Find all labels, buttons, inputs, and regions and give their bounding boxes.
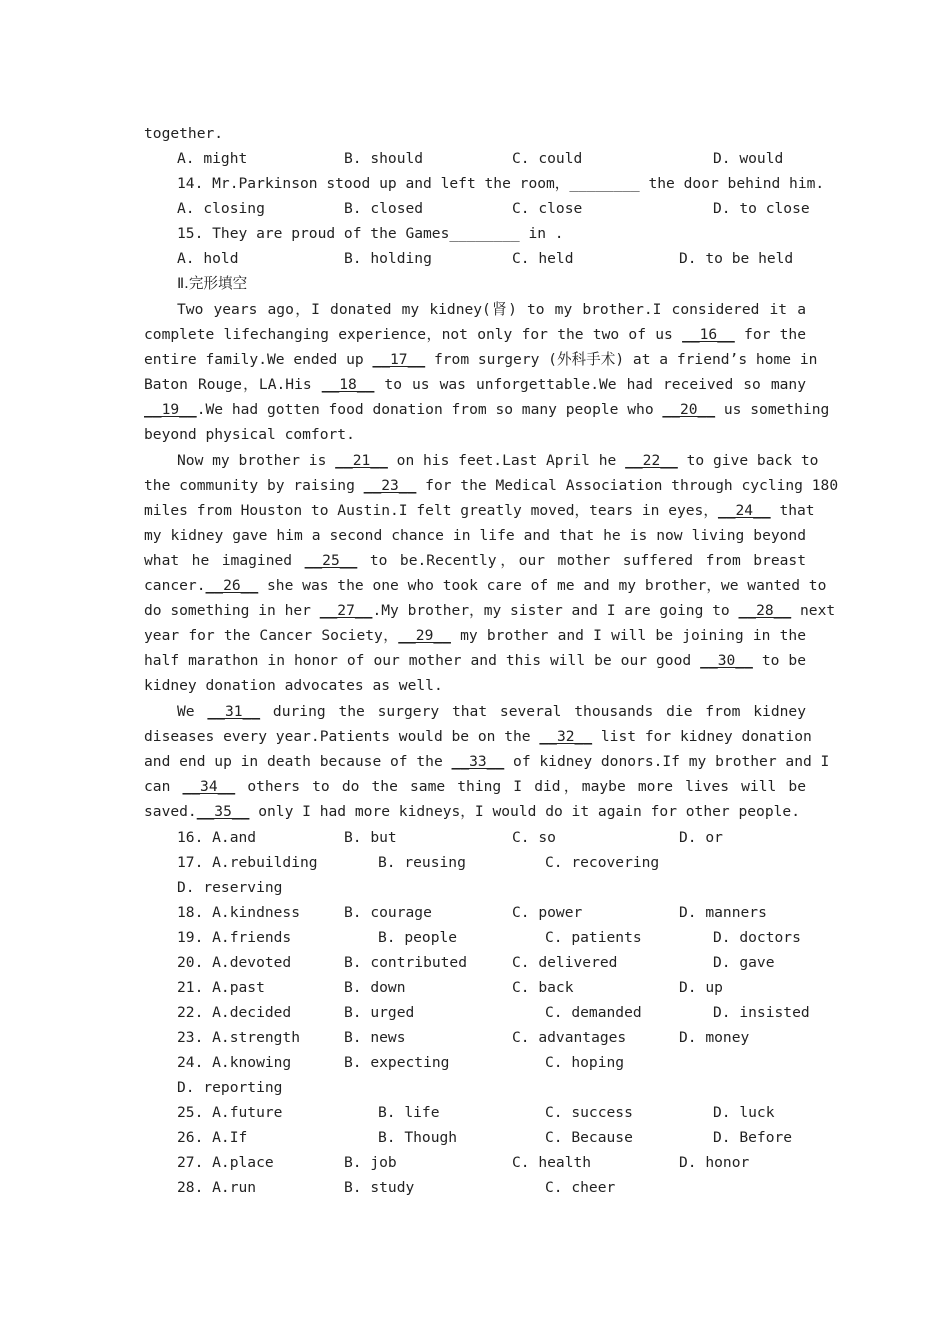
option-c: C. so [512, 829, 556, 846]
option-d: D. luck [713, 1104, 775, 1121]
passage-line: do something in her __27__.My brother，my sister and I are going to __28__ next [144, 602, 836, 619]
blank-22: __22__ [625, 452, 678, 469]
option-a: 22. A.decided [177, 1004, 292, 1021]
blank-35: __35__ [196, 803, 250, 820]
option-a: 21. A.past [177, 979, 265, 996]
q17-options [177, 850, 806, 875]
option-d: D. or [679, 829, 723, 846]
q28-options [177, 1175, 806, 1200]
option-a: 25. A.future [177, 1104, 283, 1121]
option-b: B. down [344, 979, 406, 996]
passage-line: the community by raising __23__ for the Medical Association through cycling 180 [144, 477, 839, 494]
option-b: B. Though [378, 1129, 458, 1146]
q16-options [177, 825, 806, 850]
blank-28: __28__ [738, 602, 792, 619]
passage-line: complete lifechanging experience，not only for the two of us __16__ for the [144, 326, 806, 343]
option-a: 20. A.devoted [177, 954, 292, 971]
option-b: B. life [378, 1104, 440, 1121]
passage-line: diseases every year.Patients would be on the __32__ list for kidney donation [144, 728, 812, 745]
passage-line: what he imagined __25__ to be.Recently，our mother suffered from breast [144, 552, 806, 569]
passage-line: Two years ago，I donated my kidney(肾) to my brother.I considered it a [177, 301, 806, 318]
q21-options [177, 975, 806, 1000]
blank-17: __17__ [372, 351, 426, 368]
passage-line: half marathon in honor of our mother and this will be our good __30__ to be [144, 652, 806, 669]
option-c: C. cheer [545, 1179, 616, 1196]
option-b: B. study [344, 1179, 415, 1196]
option-d: D. would [713, 150, 784, 167]
option-d: D. doctors [713, 929, 801, 946]
option-a: 18. A.kindness [177, 904, 301, 921]
option-b: B. contributed [344, 954, 468, 971]
option-a: 24. A.knowing [177, 1054, 292, 1071]
blank-27: __27__ [319, 602, 373, 619]
passage-line: can __34__ others to do the same thing I did，maybe more lives will be [144, 778, 806, 795]
q15-stem: 15. They are proud of the Games________ in . [177, 225, 564, 242]
q14-options [177, 196, 810, 221]
option-a: 27. A.place [177, 1154, 274, 1171]
section-heading: Ⅱ.完形填空 [177, 275, 248, 292]
option-c: C. could [512, 150, 583, 167]
option-c: C. success [545, 1104, 633, 1121]
q17-option-d-line [177, 875, 806, 900]
passage-line: miles from Houston to Austin.I felt greatly moved，tears in eyes，__24__ that [144, 502, 815, 519]
option-a: A. might [177, 150, 248, 167]
option-c: C. hoping [545, 1054, 625, 1071]
option-b: B. holding [344, 250, 432, 267]
option-b: B. courage [344, 904, 432, 921]
option-d: D. Before [713, 1129, 793, 1146]
option-b: B. expecting [344, 1054, 450, 1071]
passage-line: my kidney gave him a second chance in life and that he is now living beyond [144, 527, 806, 544]
blank-20: __20__ [662, 401, 716, 418]
passage-line: kidney donation advocates as well. [144, 677, 443, 694]
q24-option-d-line [177, 1075, 806, 1100]
option-c: C. held [512, 250, 574, 267]
option-b: B. news [344, 1029, 406, 1046]
option-d: D. to close [713, 200, 810, 217]
option-a: A. closing [177, 200, 265, 217]
blank-26: __26__ [205, 577, 259, 594]
blank-24: __24__ [717, 502, 771, 519]
option-a: 16. A.and [177, 829, 257, 846]
blank-25: __25__ [304, 552, 358, 569]
option-b: B. people [378, 929, 458, 946]
option-b: B. closed [344, 200, 424, 217]
option-c: C. advantages [512, 1029, 627, 1046]
option-c: C. delivered [512, 954, 618, 971]
blank-18: __18__ [321, 376, 375, 393]
option-c: C. patients [545, 929, 642, 946]
blank-23: __23__ [363, 477, 417, 494]
passage-line: and end up in death because of the __33__ of kidney donors.If my brother and I [144, 753, 830, 770]
option-d: D. manners [679, 904, 767, 921]
option-c: C. recovering [545, 854, 660, 871]
passage-line: entire family.We ended up __17__ from surgery (外科手术) at a friend’s home in [144, 351, 818, 368]
passage-line: We __31__ during the surgery that several thousands die from kidney [177, 703, 806, 720]
option-a: 28. A.run [177, 1179, 257, 1196]
blank-19: __19__ [144, 401, 197, 418]
blank-34: __34__ [182, 778, 236, 795]
q13-options [177, 146, 806, 171]
q18-options [177, 900, 806, 925]
passage-line: year for the Cancer Society，__29__ my brother and I will be joining in the [144, 627, 807, 644]
q20-options [177, 950, 806, 975]
option-c: C. close [512, 200, 583, 217]
passage-line: Now my brother is __21__ on his feet.Last April he __22__ to give back to [177, 452, 819, 469]
blank-33: __33__ [451, 753, 505, 770]
q23-options [177, 1025, 806, 1050]
q15-options [177, 246, 806, 271]
option-c: C. Because [545, 1129, 633, 1146]
option-d: D. honor [679, 1154, 750, 1171]
passage-line: saved.__35__ only I had more kidneys，I would do it again for other people. [144, 803, 800, 820]
q27-options [177, 1150, 806, 1175]
option-a: 26. A.If [177, 1129, 248, 1146]
q14-stem: 14. Mr.Parkinson stood up and left the room，________ the door behind him. [177, 175, 825, 192]
option-d: D. to be held [679, 250, 794, 267]
blank-30: __30__ [700, 652, 753, 669]
blank-31: __31__ [207, 703, 261, 720]
option-b: B. job [344, 1154, 397, 1171]
option-a: 23. A.strength [177, 1029, 301, 1046]
option-a: 17. A.rebuilding [177, 854, 318, 871]
passage-line: cancer.__26__ she was the one who took care of me and my brother，we wanted to [144, 577, 827, 594]
option-b: B. should [344, 150, 424, 167]
option-d: D. gave [713, 954, 775, 971]
q26-options [177, 1125, 806, 1150]
option-c: C. power [512, 904, 583, 921]
option-b: B. but [344, 829, 397, 846]
blank-21: __21__ [335, 452, 388, 469]
q25-options [177, 1100, 806, 1125]
option-d: D. reporting [177, 1079, 283, 1096]
option-d: D. money [679, 1029, 750, 1046]
q24-options [177, 1050, 806, 1075]
q22-options [177, 1000, 810, 1025]
passage-line: Baton Rouge，LA.His __18__ to us was unforgettable.We had received so many [144, 376, 806, 393]
option-a: A. hold [177, 250, 239, 267]
blank-29: __29__ [398, 627, 451, 644]
option-d: D. insisted [713, 1004, 810, 1021]
option-b: B. urged [344, 1004, 415, 1021]
option-c: C. health [512, 1154, 592, 1171]
option-c: C. back [512, 979, 574, 996]
blank-32: __32__ [539, 728, 593, 745]
q13-stem-tail: together. [144, 125, 224, 142]
passage-line: beyond physical comfort. [144, 426, 355, 443]
option-a: 19. A.friends [177, 929, 292, 946]
q19-options [177, 925, 806, 950]
blank-16: __16__ [682, 326, 735, 343]
option-b: B. reusing [378, 854, 466, 871]
option-d: D. reserving [177, 879, 283, 896]
option-d: D. up [679, 979, 723, 996]
passage-line: __19__.We had gotten food donation from so many people who __20__ us something [144, 401, 830, 418]
option-c: C. demanded [545, 1004, 642, 1021]
